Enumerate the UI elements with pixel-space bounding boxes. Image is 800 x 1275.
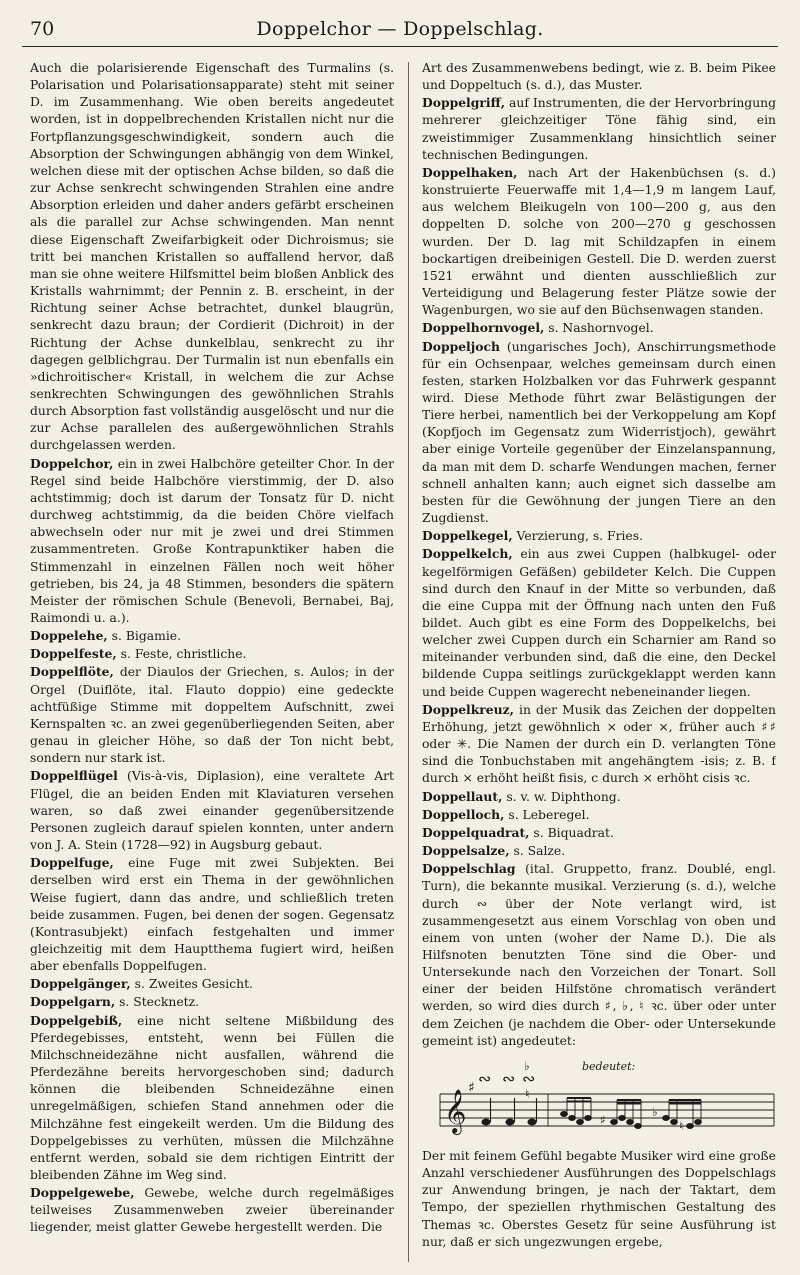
resolved-notes — [561, 1098, 702, 1133]
dictionary-entry — [30, 663, 394, 767]
entry-headword: Doppelkelch, — [422, 546, 513, 562]
entry-headword: Doppelsalze, — [422, 843, 510, 859]
column-divider — [408, 62, 409, 1262]
entry-text: Auch die polarisierende Eigenschaft des Turmalins (s. Polarisation und Polarisationsapparate) steht mit seiner D. im Zusammenhang. Wie oben bereits angedeutet worden, ist in doppelbrechenden Kristallen nicht nur die Fortpflanzungsgeschwindigkeit, sondern auch die Absorption der Schwingungen abhängig von dem Winkel, welchen diese mit der optischen Achse bilden, so daß die zur Achse senkrecht schwingenden Strahlen eine andre Absorption erleiden und daher anders gefärbt erscheinen als die parallel zur Achse schwingenden. Man nennt diese Eigenschaft Zweifarbigkeit oder Dichroismus; sie tritt bei manchen Kristallen so auffallend hervor, daß man sie ohne weitere Hilfsmittel beim bloßen Anblick des Kristalls wahrnimmt; der Pennin z. B. erscheint, in der Richtung seiner Achse betrachtet, dunkel blaugrün, senkrecht dazu braun; der Cordierit (Dichroit) in der Richtung der Achse dunkelblau, senkrecht zu ihr dagegen gelblichgrau. Der Turmalin ist nun ebenfalls ein »dichroitischer« Kristall, in welchem die zur Achse senkrechten Schwingungen des gewöhnlichen Strahls durch Absorption fast vollständig ausgelöscht und nur die zur Achse parallelen des außergewöhnlichen Strahls durchgelassen werden. — [30, 61, 394, 453]
dictionary-entry — [422, 338, 776, 528]
dictionary-entry — [30, 60, 394, 455]
entry-text: s. Nashornvogel. — [544, 321, 654, 336]
entry-text: s. Biquadrat. — [529, 825, 614, 840]
svg-text:∾: ∾ — [522, 1068, 536, 1088]
entry-text: ein aus zwei Cuppen (halbkugel- oder kegelförmigen Gefäßen) gebildeter Kelch. Die Cuppen sind durch den Knauf in der Mitte so verbunden, daß die eine Cuppa mit der Öffnung nach unten den Fuß bildet. Auch gibt es eine Form des Doppelkelchs, bei welcher zwei Cuppen durch ein Scharnier am Rand so miteinander verbunden sind, daß die eine, den Deckel bildende Cuppa seitlings zurückgeklappt werden kann und beide Cuppen wagerecht nebeneinander liegen. — [422, 547, 776, 699]
entry-headword: Doppeljoch — [422, 338, 500, 354]
entry-headword: Doppellaut, — [422, 788, 503, 804]
page-header — [22, 14, 778, 47]
music-annotation: bedeutet: — [582, 1059, 636, 1073]
entry-text: eine Fuge mit zwei Subjekten. Bei derselben wird erst ein Thema in der gewöhnlichen Weise fugiert, dann das andre, und schließlich treten beide zusammen. Fugen, bei denen der sogen. Gegensatz (Kontrasubjekt) einfach festgehalten und immer gleichzeitig mit dem Hauptthema fugiert wird, heißen aber ebenfalls Doppelfugen. — [30, 856, 394, 974]
entry-text: s. Stecknetz. — [115, 995, 200, 1010]
entry-text: ein in zwei Halbchöre geteilter Chor. In der Regel sind beide Halbchöre vierstimmig, der D. also achtstimmig; doch ist darum der Tonsatz für D. nicht durchweg achtstimmig, da die beiden Chöre vielfach abwechseln oder nur mit je zwei und drei Stimmen zusammentreten. Große Kontrapunktiker haben die Stimmenzahl in einzelnen Fällen noch weit höher getrieben, bis 24, ja 48 Stimmen, besonders die spätern Meister der römischen Schule (Benevoli, Bernabei, Baj, Raimondi u. a.). — [30, 456, 394, 625]
entry-headword: Doppelquadrat, — [422, 824, 530, 840]
svg-text:∾: ∾ — [478, 1068, 492, 1088]
entry-text: s. Feste, christliche. — [116, 647, 247, 662]
entry-text: in der Musik das Zeichen der doppelten Erhöhung, jetzt gewöhnlich × oder ×, früher auch ♯♯ oder ✳. Die Namen der durch ein D. verlangten Töne sind die Tonbuchstaben mit angehängtem -isis; z. B. f durch × erhöht heißt fisis, c durch × erhöht cisis ꝛc. — [422, 702, 776, 786]
dictionary-entry — [422, 788, 776, 806]
entry-text: Verzierung, s. Fries. — [512, 529, 643, 544]
entry-headword: Doppelhornvogel, — [422, 320, 545, 336]
entry-text: s. Leberegel. — [504, 807, 590, 822]
entry-headword: Doppelloch, — [422, 806, 505, 822]
svg-text:♭: ♭ — [652, 1104, 658, 1119]
entry-headword: Doppelgarn, — [30, 994, 116, 1010]
dictionary-entry — [422, 545, 776, 700]
running-head: Doppelchor — Doppelschlag. — [256, 18, 544, 40]
entry-text: auf Instrumenten, die der Hervorbringung mehrerer gleichzeitiger Töne fähig sind, ein zweistimmiger Zusammenklang hinsichtlich seiner technischen Bedingungen. — [422, 96, 776, 162]
entry-headword: Doppelkreuz, — [422, 701, 514, 717]
dictionary-entry — [30, 854, 394, 975]
entry-text: s. v. w. Diphthong. — [502, 789, 621, 804]
dictionary-entry — [422, 94, 776, 164]
svg-text:♮: ♮ — [525, 1086, 530, 1101]
entry-headword: Doppelgebiß, — [30, 1012, 123, 1028]
dictionary-entry — [422, 806, 776, 824]
entry-text: der Diaulos der Griechen, s. Aulos; in der Orgel (Duiflöte, ital. Flauto doppio) eine gedeckte achtfüßige Stimme mit doppeltem Aufschnitt, zwei Kernspalten ꝛc. an zwei gegenüberliegenden Seiten, aber genau in gleicher Höhe, so daß der Ton nicht bebt, sondern nur stark ist. — [30, 665, 394, 766]
dictionary-entry — [422, 60, 776, 94]
entry-headword: Doppelgewebe, — [30, 1185, 135, 1201]
dictionary-entry — [422, 701, 776, 788]
ornamented-notes — [468, 1059, 537, 1125]
dictionary-entry — [422, 164, 776, 319]
entry-headword: Doppelchor, — [30, 455, 114, 471]
right-column — [422, 60, 776, 1265]
svg-text:𝄞: 𝄞 — [444, 1088, 467, 1133]
dictionary-entry — [30, 627, 394, 645]
dictionary-entry — [422, 842, 776, 860]
dictionary-entry — [422, 824, 776, 842]
entry-headword: Doppelehe, — [30, 628, 108, 644]
dictionary-entry — [30, 645, 394, 663]
entry-headword: Doppelschlag — [422, 861, 516, 877]
dictionary-entry — [30, 975, 394, 993]
entry-headword: Doppelflöte, — [30, 664, 114, 680]
svg-text:∾: ∾ — [502, 1068, 516, 1088]
svg-text:♯: ♯ — [600, 1112, 606, 1127]
entry-text: (ital. Gruppetto, franz. Doublé, engl. Turn), die bekannte musikal. Verzierung (s. d.), welche durch ∾ über der Note verlangt wird, ist zusammengesetzt aus einem Vorschlag von oben und einem von unten (woher der Name D.). Die als Hilfsnoten benutzten Töne sind die Ober- und Untersekunde nach den Vorzeichen der Tonart. Soll einer der beiden Hilfstöne chromatisch verändert werden, so wird dies durch ♯, ♭, ♮ ꝛc. über oder unter dem Zeichen (je nachdem die Ober- oder Untersekunde gemeint ist) angedeutet: — [422, 862, 776, 1048]
entry-text: s. Salze. — [509, 844, 566, 859]
right-column-bottom-text — [422, 1148, 776, 1251]
entry-headword: Doppelgriff, — [422, 95, 505, 111]
dictionary-entry — [30, 1012, 394, 1185]
svg-text:♮: ♮ — [679, 1118, 684, 1133]
dictionary-entry — [30, 993, 394, 1011]
entry-text: s. Zweites Gesicht. — [130, 977, 253, 992]
entry-headword: Doppelfuge, — [30, 855, 114, 871]
entry-text: Der mit feinem Gefühl begabte Musiker wird eine große Anzahl verschiedener Ausführungen des Doppelschlags zur Anwendung bringen, je nach der Taktart, dem Tempo, der speziellen rhythmischen Gestaltung des Themas ꝛc. Oberstes Gesetz für seine Ausführung ist nur, daß er sich ungezwungen ergebe, — [422, 1148, 776, 1249]
dictionary-entry — [422, 527, 776, 545]
svg-text:♯: ♯ — [468, 1079, 475, 1096]
entry-text: (ungarisches Joch), Anschirrungsmethode für ein Ochsenpaar, welches gemeinsam durch einen festen, starken Holzbalken vor das Fuhrwerk gespannt wird. Diese Methode führt zwar Belästigungen der Tiere herbei, namentlich bei der Verkoppelung am Kopf (Kopfjoch im Gegensatz zum Widerristjoch), gewährt aber einige Vorteile gegenüber der Einzelanspannung, da man mit dem D. scharfe Wendungen machen, ferner schnell anhalten kann; auch eignet sich dasselbe am besten für die Gewöhnung der jungen Tiere an den Zugdienst. — [422, 339, 776, 526]
dictionary-entry — [30, 767, 394, 854]
entry-text: eine nicht seltene Mißbildung des Pferdegebisses, entsteht, wenn bei Füllen die Milchschneidezähne nicht ausfallen, während die Pferdezähne bereits hervorgeschoben sind; dadurch können die bleibenden Schneidezähne einen unregelmäßigen, schiefen Stand annehmen oder die Milchzähne fest eingekeilt werden. Um die Bildung des Doppelgebisses zu verhüten, müssen die Milchzähne entfernt werden, sobald sie dem richtigen Eintritt der bleibenden Zähne im Weg sind. — [30, 1013, 394, 1182]
entry-headword: Doppelgänger, — [30, 976, 131, 992]
left-column — [30, 60, 394, 1265]
dictionary-entry — [30, 455, 394, 628]
right-column-top-text — [422, 60, 776, 1050]
entry-text: s. Bigamie. — [107, 629, 182, 644]
entry-headword: Doppelflügel — [30, 768, 118, 784]
treble-clef-icon — [444, 1089, 466, 1135]
entry-headword: Doppelhaken, — [422, 164, 518, 180]
entry-text: (Vis-à-vis, Diplasion), eine veraltete Art Flügel, die an beiden Enden mit Klaviaturen versehen waren, so daß zwei einander gegenübersitzende Personen zugleich darauf spielen konnten, unter andern von J. A. Stein (1728—92) in Augsburg gebaut. — [30, 769, 394, 853]
page-number: 70 — [30, 18, 55, 40]
dictionary-entry — [422, 860, 776, 1050]
entry-text: nach Art der Hakenbüchsen (s. d.) konstruierte Feuerwaffe mit 1,4—1,9 m langem Lauf, aus welchem Bleikugeln von 100—200 g, aus den doppelten D. solche von 200—270 g geschossen wurden. Der D. lag mit Schildzapfen in einem bockartigen dreibeinigen Gestell. Die D. werden zuerst 1521 erwähnt und dienten ausschließlich zur Verteidigung und Belagerung fester Plätze sowie der Wagenburgen, wo sie auf den Büchsenwagen standen. — [422, 165, 776, 318]
svg-text:♭: ♭ — [524, 1058, 530, 1073]
dictionary-entry — [30, 1184, 394, 1236]
dictionary-entry — [422, 1148, 776, 1251]
music-example — [422, 1054, 776, 1146]
entry-text: Art des Zusammenwebens bedingt, wie z. B. beim Pikee und Doppeltuch (s. d.), das Muster. — [422, 61, 776, 93]
dictionary-entry — [422, 319, 776, 337]
entry-headword: Doppelkegel, — [422, 528, 513, 544]
entry-headword: Doppelfeste, — [30, 646, 117, 662]
entry-text: Gewebe, welche durch regelmäßiges teilweises Zusammenweben zweier übereinander liegender, meist glatter Gewebe hergestellt werden. Die — [30, 1186, 394, 1235]
